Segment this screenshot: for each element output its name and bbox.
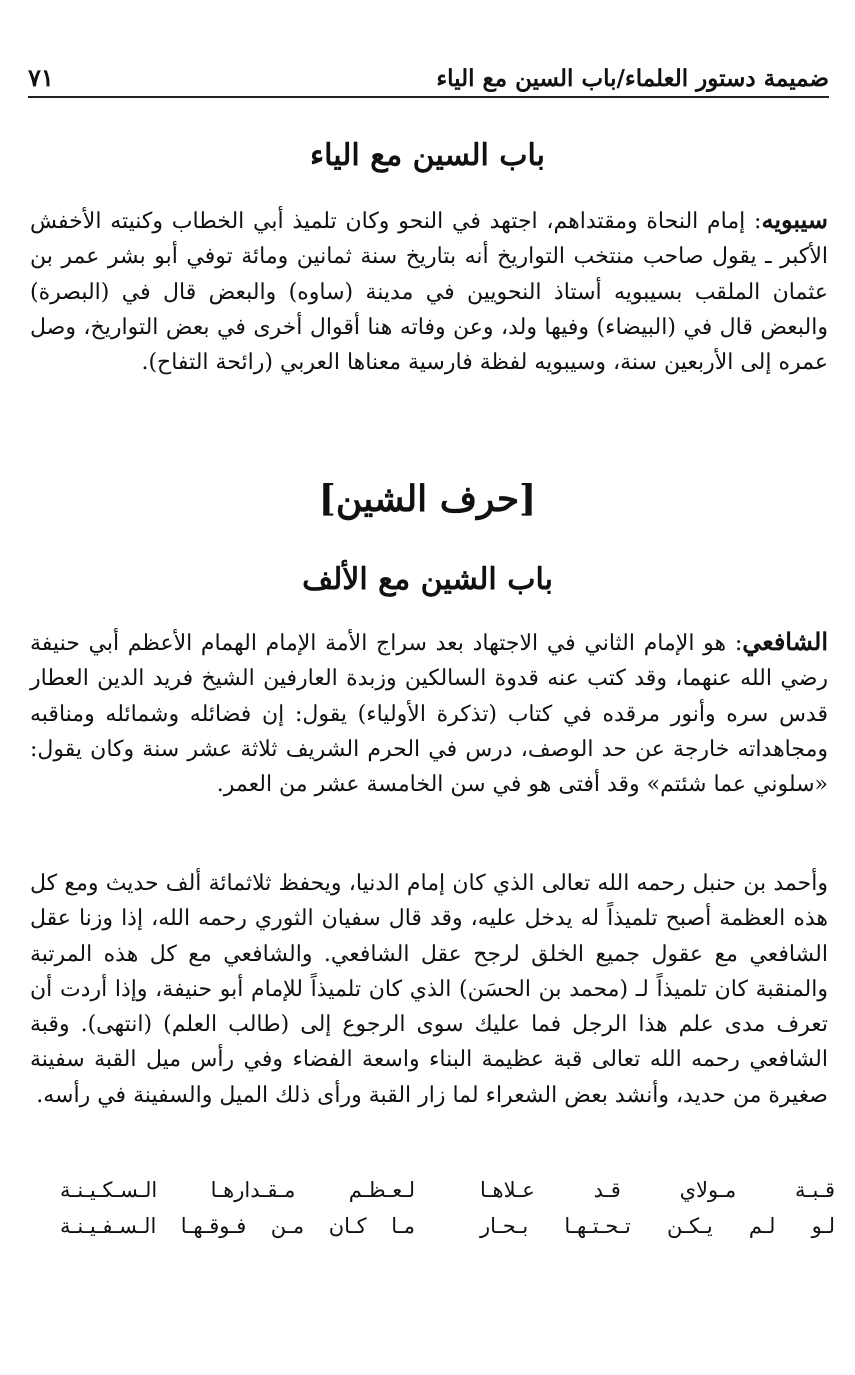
verse-first-hemistich: قـبـة مـولاي قـد عـلاهـا — [480, 1178, 835, 1202]
entry-term: الشافعي — [742, 627, 828, 656]
section-heading-sin-ya: باب السين مع الياء — [309, 138, 545, 173]
running-title: ضميمة دستور العلماء/باب السين مع الياء — [436, 65, 829, 92]
page-number: ٧١ — [28, 63, 54, 92]
paragraph-ahmad-ibn-hanbal: وأحمد بن حنبل رحمه الله تعالى الذي كان إمام الدنيا، ويحفظ ثلاثمائة ألف حديث ومع كل هذه العظمة أصبح تلميذاً له يدخل عليه، وقد قال سفيان الثوري رحمه الله، إذا وزنا عقل الشافعي مع عقول جميع الخلق لرجح عقل الشافعي. والشافعي مع كل هذه المرتبة والمنقبة كان تلميذاً لـ (محمد بن الحسَن) الذي كان تلميذاً للإمام أبو حنيفة، وإذا أردت أن تعرف مدى علم هذا الرجل فما عليك سوى الرجوع إلى (طالب العلم) (انتهى). وقبة الشافعي رحمه الله تعالى قبة عظيمة البناء واسعة الفضاء وفي رأس ميل القبة سفينة صغيرة من حديد، وأنشد بعض الشعراء لما زار القبة ورأى ذلك الميل والسفينة في رأسه. — [30, 871, 828, 1108]
entry-shafii — [30, 624, 828, 802]
running-header — [28, 56, 829, 92]
entry-sibawayh — [30, 202, 828, 380]
verse-second-hemistich: لـعـظـم مـقـدارهـا الـسـكـيـنـة — [60, 1178, 415, 1202]
entry-text: : إمام النحاة ومقتداهم، اجتهد في النحو وكان تلميذ أبي الخطاب وكنيته الأخفش الأكبر ـ يقول صاحب منتخب التواريخ أنه بتاريخ سنة ثمانين ومائة توفي أبو بشر عمر بن عثمان الملقب بسيبويه أستاذ النحويين في مدينة (ساوه) والبعض قال في (البصرة) والبعض قال في (البيضاء) وفيها ولد، وعن وفاته هنا أقوال أخرى في بعض التواريخ، وصل عمره إلى الأربعين سنة، وسيبويه لفظة فارسية معناها العربي (رائحة التفاح). — [30, 209, 828, 376]
verse-line — [60, 1208, 835, 1244]
verse-first-hemistich: لـو لـم يـكـن تـحـتـهـا بـحـار — [480, 1214, 835, 1238]
poem-verses — [60, 1172, 835, 1244]
verse-second-hemistich: مـا كـان مـن فـوقـهـا الـسـفـيـنـة — [60, 1214, 415, 1238]
section-heading-shin-alif: باب الشين مع الألف — [302, 562, 553, 597]
letter-heading-shin: [حرف الشين] — [318, 478, 537, 520]
verse-line — [60, 1172, 835, 1208]
entry-text: : هو الإمام الثاني في الاجتهاد بعد سراج الأمة الإمام الهمام الأعظم أبي حنيفة رضي الله عنهما، وقد كتب عنه قدوة السالكين وزبدة العارفين الشيخ فريد الدين العطار قدس سره وأنور مرقده في كتاب (تذكرة الأولياء) يقول: إن فضائله وشمائله ومناقبه ومجاهداته خارجة عن حد الوصف، درس في الحرم الشريف ثلاثة عشر سنة وكان يقول: «سلوني عما شئتم» وقد أفتى هو في سن الخامسة عشر من العمر. — [30, 631, 828, 798]
header-rule — [28, 96, 829, 98]
entry-term: سيبويه — [761, 205, 828, 234]
